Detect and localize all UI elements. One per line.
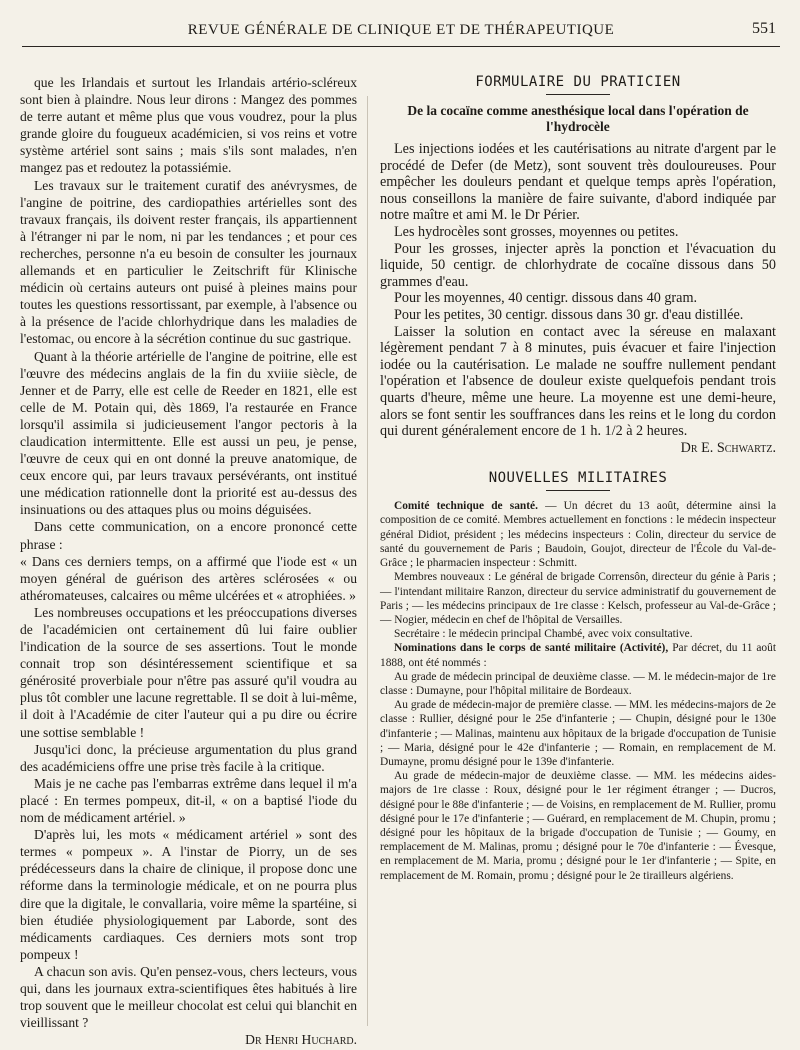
news-text: Par décret, du 11 août 1888, ont été nommés : xyxy=(380,642,776,669)
news-text: Au grade de médecin principal de deuxième classe. — M. le médecin-major de 1re classe : Dumayne, pour l'hôpital militaire de Bordeaux. xyxy=(380,670,776,697)
news-paragraph xyxy=(380,570,776,627)
body-paragraph: Dans cette communication, on a encore prononcé cette phrase : xyxy=(20,519,357,552)
section-heading: FORMULAIRE DU PRATICIEN xyxy=(475,74,681,90)
body-paragraph: Pour les moyennes, 40 centigr. dissous dans 40 gram. xyxy=(394,290,698,307)
news-text: — Un décret du 13 août, détermine ainsi la composition de ce comité. Membres actuellement en fonctions : le médecin inspecteur général Didiot, président ; les médecins inspecteurs : Colin, directeur du service de santé du gouvernement de Paris ; Baudoin, Goujot, directeur de l'École du Val-de-Grâce ; le pharmacien inspecteur : Schmitt. xyxy=(380,500,776,570)
page-number: 551 xyxy=(752,20,776,37)
militaires-section xyxy=(380,470,776,882)
news-lead: Nominations dans le corps de santé militaire (Activité), xyxy=(394,642,669,655)
news-paragraph xyxy=(380,499,776,570)
body-paragraph: Les hydrocèles sont grosses, moyennes ou petites. xyxy=(394,223,679,240)
right-column xyxy=(380,74,776,883)
column-divider xyxy=(367,96,368,1026)
news-text: Membres nouveaux : Le général de brigade Corrensôn, directeur du génie à Paris ; — l'intendant militaire Ranzon, directeur du service administratif du gouvernement de Paris ; — les médecins principaux de 1re classe : Kelsch, professeur au Val-de-Grâce ; — Nogier, médecin en chef de l'hôpital de Versailles. xyxy=(380,571,776,626)
body-paragraph: Pour les grosses, injecter après la ponction et l'évacuation du liquide, 50 centigr. de chlorhydrate de cocaïne dissous dans 50 grammes d'eau. xyxy=(380,240,776,290)
heading-rule xyxy=(546,490,610,491)
author-signature: Dr Henri Huchard. xyxy=(245,1032,357,1048)
left-column xyxy=(20,74,357,1048)
news-paragraph xyxy=(380,769,776,883)
section-spacer xyxy=(380,456,776,470)
body-paragraph: D'après lui, les mots « médicament artériel » sont des termes « pompeux ». A l'instar de Piorry, un de ses prédécesseurs dans la chaire de clinique, il propose donc une réforme dans la terminologie médicale, et on ne pourra plus dire que la digitale, le convallaria, voire même la spartéine, si bien étudiée physiologiquement par Laborde, sont des médicaments cardiaques. Ces derniers mots sont trop pompeux ! xyxy=(20,827,357,962)
running-header xyxy=(22,18,780,47)
news-paragraph xyxy=(380,627,776,641)
section-heading: NOUVELLES MILITAIRES xyxy=(488,470,668,487)
author-signature: Dr E. Schwartz. xyxy=(680,439,776,456)
news-text: Secrétaire : le médecin principal Chambé, avec voix consultative. xyxy=(394,628,693,641)
body-paragraph: Quant à la théorie artérielle de l'angine de poitrine, elle est l'œuvre des médecins anglais de la fin du xviiie siècle, de Jenner et de Parry, elle est celle de Reeder en 1821, elle est celle de M. Potain qui, dès 1869, l'a restaurée en France lorsqu'il assimila si judicieusement l'angor pectoris à la claudication intermittente. Elle est aussi un peu, je pense, l'œuvre de ceux qui en ont donné la preuve anatomique, de ceux encore qui, par leurs travaux persévérants, ont institué une médication rationnelle dont la priorité est au-dessus des insinuations ou des attaques plus ou moins déguisées. xyxy=(20,348,357,518)
news-paragraph xyxy=(380,670,776,698)
body-paragraph: Laisser la solution en contact avec la séreuse en malaxant légèrement pendant 7 à 8 minutes, puis évacuer et faire l'injection iodée ou la cautérisation. Le malade ne souffre nullement pendant l'opération et l'absence de douleur existe quelquefois pendant trois quarts d'heure, même une heure. La moyenne est une demi-heure, alors se font sentir les souffrances dans les reins et le long du cordon qui durent généralement encore de 1 h. 1/2 à 2 heures. xyxy=(380,323,776,440)
quoted-passage: « Dans ces derniers temps, on a affirmé que l'iode est « un moyen général de guérison des artères sclérosées « ou athéromateuses, calcaires ou même ulcérées et « atrophiées. » xyxy=(20,553,357,603)
body-paragraph: Les nombreuses occupations et les préoccupations diverses de l'académicien ont certainement dû lui faire oublier l'indication de la source de ses assertions. Tout le monde connait trop son désintéressement scientifique et sa générosité proverbiale pour n'être pas assuré qu'il voudra au plus tôt combler une lacune regrettable. Il se doit à lui-même, il doit à l'Académie de citer l'auteur qui a pu dire ou écrire une sottise semblable ! xyxy=(20,604,357,740)
news-text: Au grade de médecin-major de deuxième classe. — MM. les médecins aides-majors de 1re classe : Roux, désigné pour le 1er régiment étranger ; — Ducros, désigné pour le 88e d'infanterie ; — de Voisins, en remplacement de M. Rullier, promu désigné pour le 17e d'infanterie ; — Guérard, en remplacement de M. Chupin, promu ; désigné pour les hôpitaux de la brigade d'occupation de Tunisie ; — Goumy, en remplacement de M. Malinas, promu ; désigné pour le 70e d'infanterie : — Évesque, en remplacement de M. Maria, promu ; désigné pour le 1er d'infanterie ; — Spite, en remplacement de M. Romain, promu ; désigné pour le 2e tirailleurs algériens. xyxy=(380,770,776,882)
news-lead: Comité technique de santé. xyxy=(394,500,538,513)
formulaire-section xyxy=(380,74,776,456)
news-paragraph xyxy=(380,641,776,669)
body-paragraph: A chacun son avis. Qu'en pensez-vous, chers lecteurs, vous qui, dans les journaux extra-scientifiques êtes habitués à lire trop souvent que le meilleur chocolat est celui qui blanchit en vieillissant ? xyxy=(20,963,357,1031)
news-paragraph xyxy=(380,698,776,769)
body-paragraph: Jusqu'ici donc, la précieuse argumentation du plus grand des académiciens offre une prise très facile à la critique. xyxy=(20,741,357,774)
news-text: Au grade de médecin-major de première classe. — MM. les médecins-majors de 2e classe : Rullier, désigné pour le 25e d'infanterie ; — Chupin, désigné pour le 130e d'infanterie ; — Malinas, maintenu aux hôpitaux de la brigade d'occupation de Tunisie ; — Maria, désigné pour le 42e d'infanterie ; — Romain, en remplacement de M. Dumayne, promu désigné pour le 139e d'infanterie. xyxy=(380,699,776,768)
heading-rule xyxy=(546,94,610,95)
article-title: De la cocaïne comme anesthésique local dans l'opération de l'hydrocèle xyxy=(407,103,749,134)
body-paragraph: Les travaux sur le traitement curatif des anévrysmes, de l'angine de poitrine, des cardiopathies artérielles sont des travaux français, ils doivent rester français, ils appartiennent à l'étranger ni par le nom, ni par les tendances ; et pour ces recherches, personne n'a eu besoin de consulter les journaux allemands et en particulier le Zeitschrift für Klinische médicin où certains auteurs ont puisé à pleines mains pour toutes les questions ressortissant, par exemple, à l'absence ou à la présence de l'acide chlorhydrique dans les maladies de l'estomac, ou encore à la sécrétion continue du suc gastrique. xyxy=(20,177,357,347)
body-paragraph: Mais je ne cache pas l'embarras extrême dans lequel il m'a placé : En termes pompeux, dit-il, « on a baptisé l'iode du nom de médicament artériel. » xyxy=(20,775,357,826)
running-title: REVUE GÉNÉRALE DE CLINIQUE ET DE THÉRAPEUTIQUE xyxy=(187,22,615,38)
body-paragraph: Les injections iodées et les cautérisations au nitrate d'argent par le procédé de Defer (de Metz), sont souvent très douloureuses. Pour empêcher les douleurs pendant et quelque temps après l'opération, nous conseillons la manière de faire suivante, d'abord indiquée par notre maître et ami M. le Dr Périer. xyxy=(380,141,776,224)
body-paragraph: Pour les petites, 30 centigr. dissous dans 30 gr. d'eau distillée. xyxy=(394,306,744,323)
body-paragraph: que les Irlandais et surtout les Irlandais artério-scléreux sont bien à plaindre. Nous leur dirons : Mangez des pommes de terre autant et même plus que vous voudrez, pour la plus grande gloire du fougueux académicien, si vos reins et votre système artériel sont sains ; mais s'ils sont malades, n'en mangez pas et redoutez la potassiémie. xyxy=(20,75,357,176)
